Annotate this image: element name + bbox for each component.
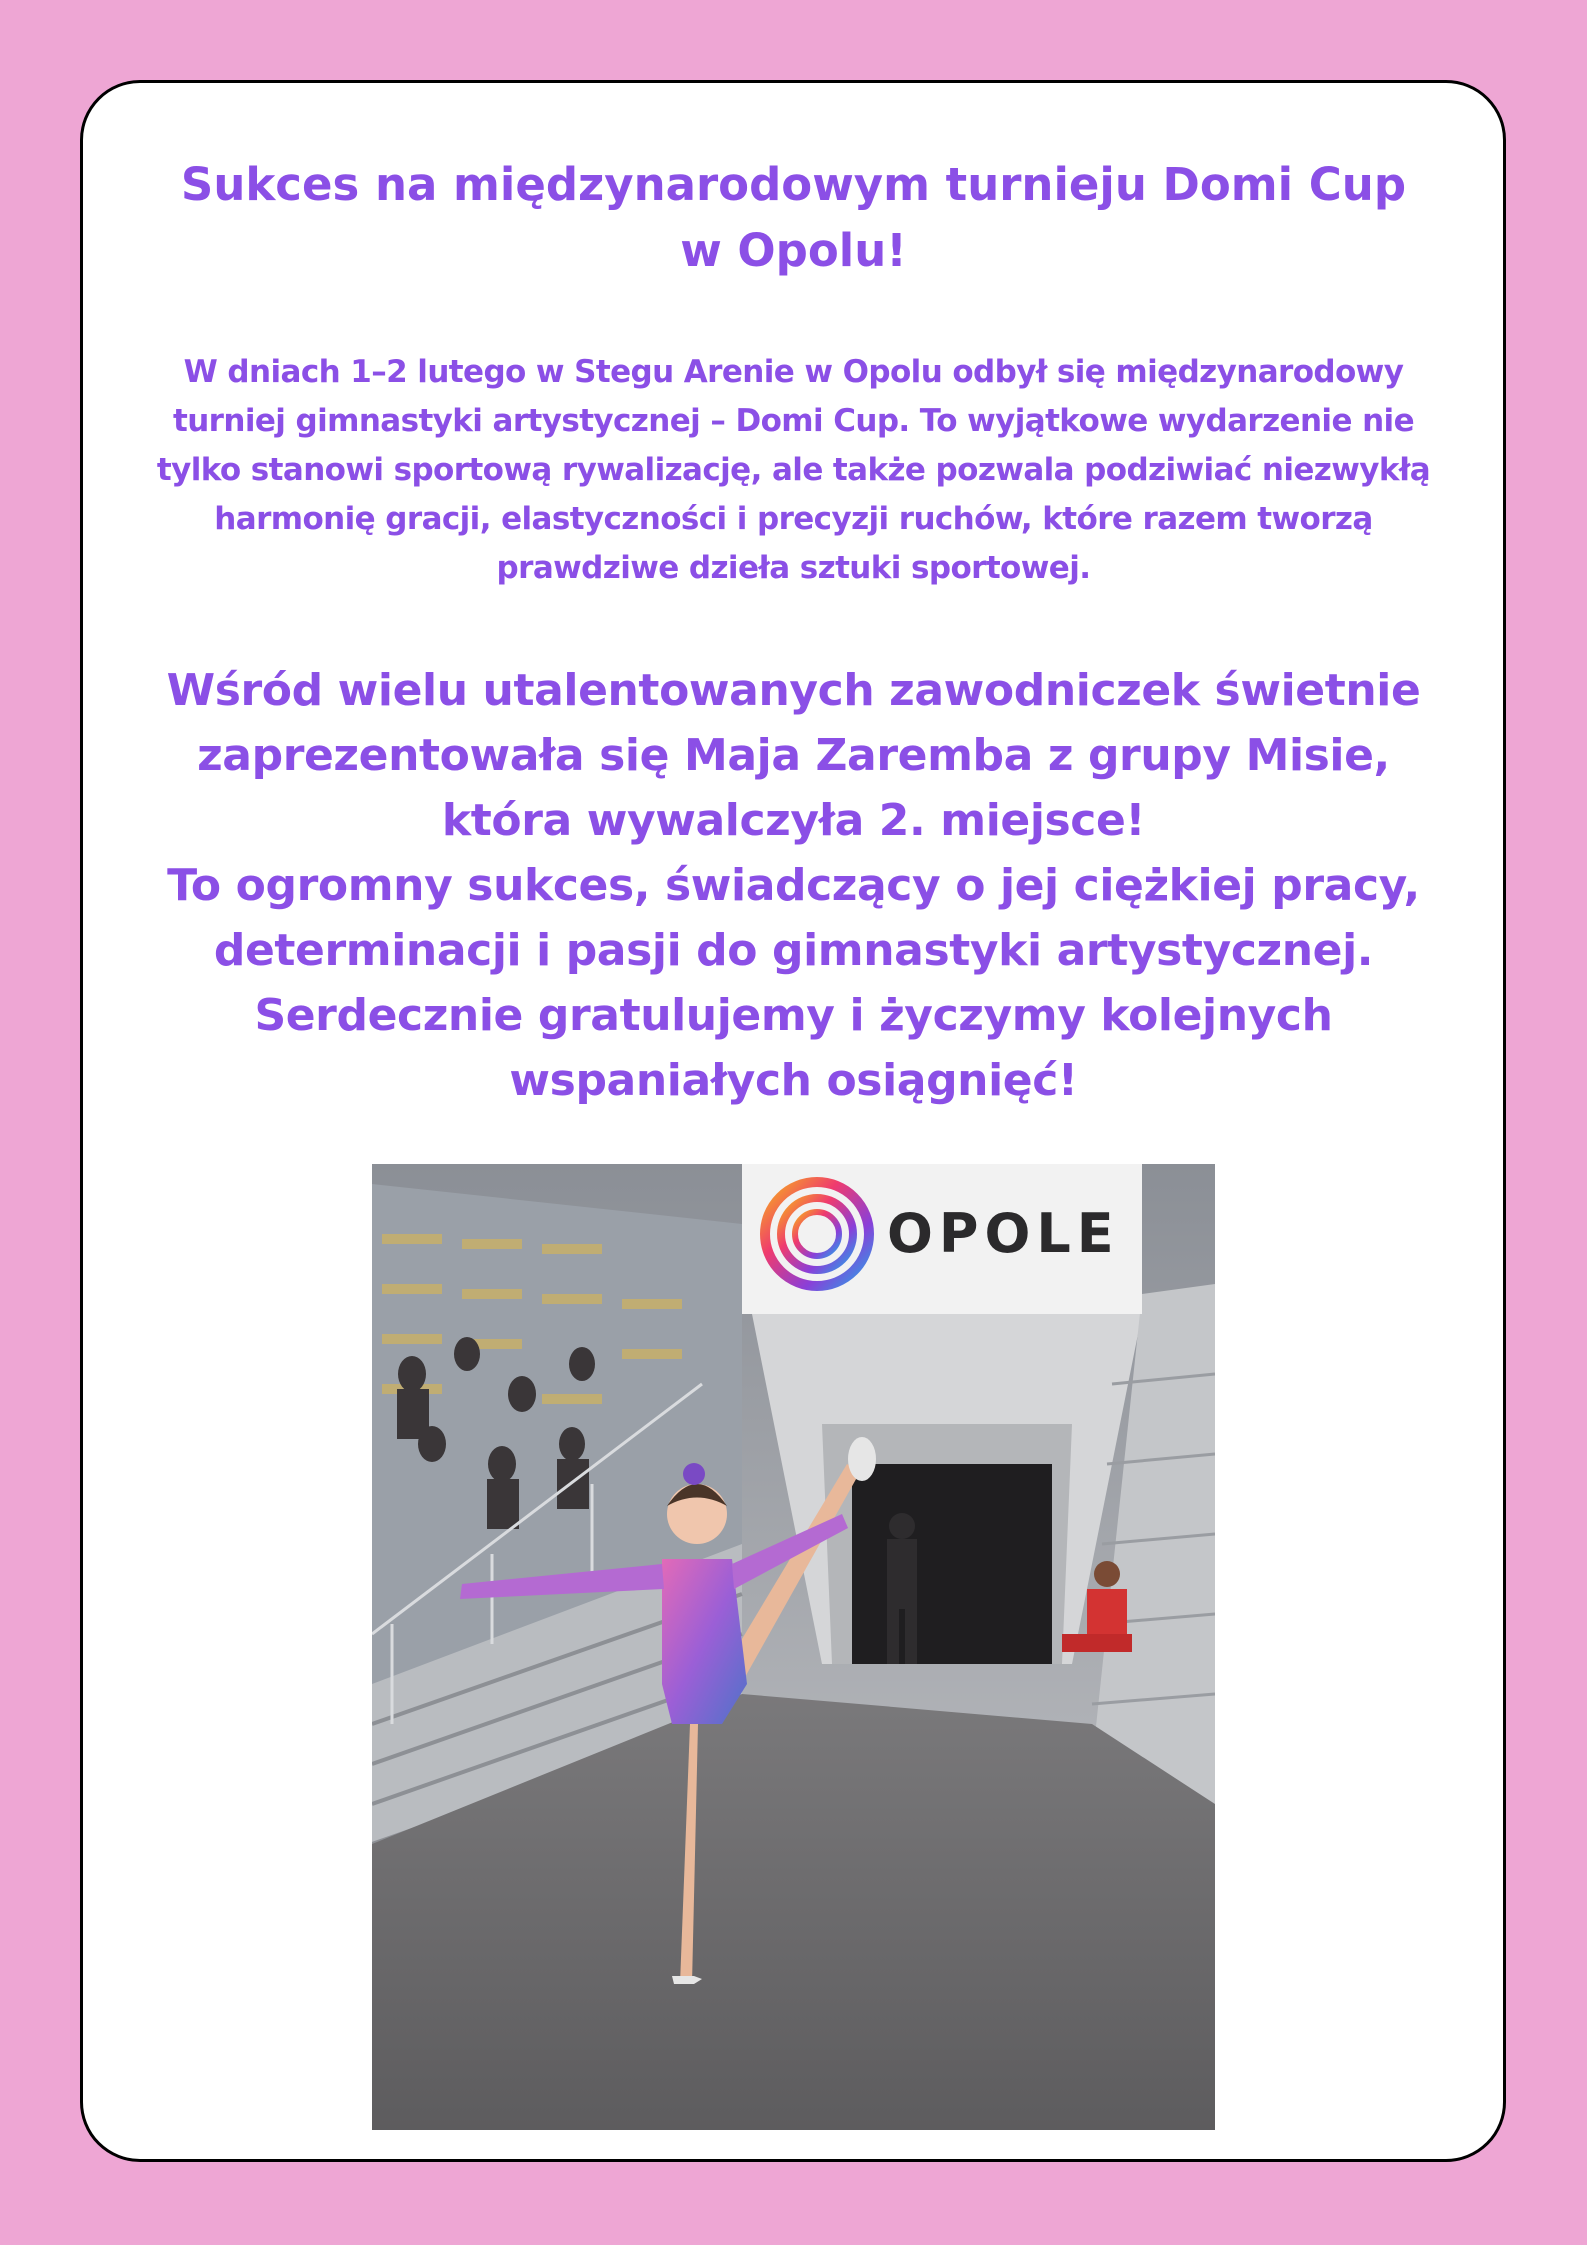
title-line-1: Sukces na międzynarodowym turnieju Domi Cup [180, 158, 1407, 211]
highlight-line: Wśród wielu utalentowanych zawodniczek świetnie [166, 665, 1421, 716]
highlight-paragraph [150, 658, 1437, 1113]
highlight-line: determinacji i pasji do gimnastyki artystycznej. [213, 925, 1374, 976]
gymnast-photo [372, 1164, 1215, 2130]
highlight-line: która wywalczyła 2. miejsce! [441, 795, 1146, 846]
intro-paragraph: W dniach 1–2 lutego w Stegu Arenie w Opolu odbył się międzynarodowy turniej gimnastyki artystycznej – Domi Cup. To wyjątkowe wydarzenie nie tylko stanowi sportową rywalizację, ale także pozwala podziwiać niezwykłą harmonię gracji, elastyczności i precyzji ruchów, które razem tworzą prawdziwe dzieła sztuki sportowej. [156, 354, 1431, 586]
highlight-line: zaprezentowała się Maja Zaremba z grupy Misie, [197, 730, 1390, 781]
title-line-2: w Opolu! [680, 224, 907, 277]
highlight-line: To ogromny sukces, świadczący o jej ciężkiej pracy, [167, 860, 1420, 911]
arena-scene [372, 1164, 1215, 2130]
highlight-line: wspaniałych osiągnięć! [509, 1055, 1078, 1106]
highlight-line: Serdecznie gratulujemy i życzymy kolejnych [254, 990, 1333, 1041]
opole-sign-text: OPOLE [887, 1202, 1120, 1265]
article-title [140, 152, 1447, 284]
